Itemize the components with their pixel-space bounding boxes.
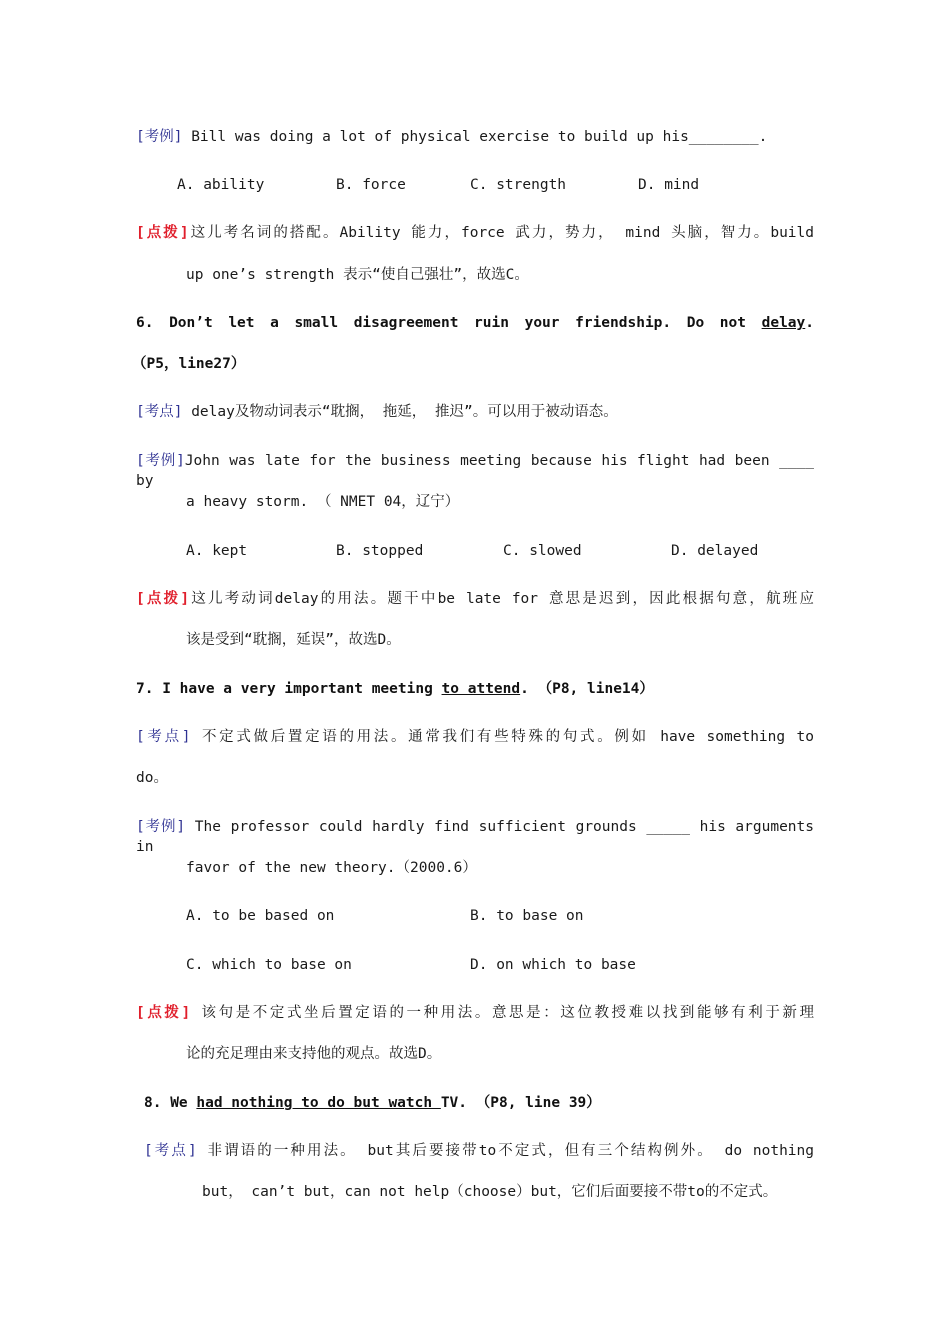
hint-7-line2: 论的充足理由来支持他的观点。故选D。 xyxy=(186,1046,442,1062)
hint-5-line1: [点拨]这儿考名词的搭配。Ability 能力，force 武力，势力， mind 头脑，智力。build xyxy=(136,225,814,241)
example-tag: [考例] xyxy=(136,453,185,469)
item-6-example-line2: a heavy storm. （ NMET 04，辽宁） xyxy=(186,494,460,510)
option-b: B. to base on xyxy=(470,908,584,924)
point-tag: [考点] xyxy=(144,1143,197,1159)
item-8-heading: 8. We had nothing to do but watch TV. （P8, line 39） xyxy=(144,1095,601,1111)
item-7-example-line2: favor of the new theory.（2000.6） xyxy=(186,860,477,876)
hint-6-line2: 该是受到“耽搁，延误”，故选D。 xyxy=(186,632,401,648)
example-tag: [考例] xyxy=(136,819,186,835)
item-7-point-line1: [考点] 不定式做后置定语的用法。通常我们有些特殊的句式。例如 have something to xyxy=(136,729,814,745)
point-tag: [考点] xyxy=(136,404,183,420)
option-a: A. ability xyxy=(177,177,265,193)
underlined-phrase: delay xyxy=(761,315,806,331)
options-row-5 xyxy=(0,175,950,195)
item-6-example-line1: [考例]John was late for the business meeting because his flight had been ____ by xyxy=(136,453,814,489)
hint-5-line2: up one’s strength 表示“使自己强壮”，故选C。 xyxy=(186,267,529,283)
item-8-point-line2: but， can’t but，can not help（choose）but，它们后面要接不带to的不定式。 xyxy=(202,1184,778,1200)
option-b: B. stopped xyxy=(336,543,424,559)
option-b: B. force xyxy=(336,177,406,193)
hint-6-line1: [点拨]这儿考动词delay的用法。题干中be late for 意思是迟到，因此根据句意，航班应 xyxy=(136,591,814,607)
options-row-7a xyxy=(0,906,950,926)
hint-tag: [点拨] xyxy=(136,225,189,241)
item-6-reference: （P5，line27） xyxy=(132,356,246,372)
item-7-point-line2: do。 xyxy=(136,770,168,786)
hint-tag: [点拨] xyxy=(136,591,190,607)
hint-7-line1: [点拨] 该句是不定式坐后置定语的一种用法。意思是：这位教授难以找到能够有利于新理 xyxy=(136,1005,814,1021)
options-row-6 xyxy=(0,541,950,561)
item-6-point: [考点] delay及物动词表示“耽搁， 拖延， 推迟”。可以用于被动语态。 xyxy=(136,404,618,420)
options-row-7b xyxy=(0,955,950,975)
option-d: D. delayed xyxy=(671,543,759,559)
item-6-heading: 6. Don’t let a small disagreement ruin your friendship. Do not delay. xyxy=(136,315,814,331)
option-a: A. kept xyxy=(186,543,248,559)
option-d: D. on which to base xyxy=(470,957,636,973)
item-8-point-line1: [考点] 非谓语的一种用法。 but其后要接带to不定式，但有三个结构例外。 do nothing xyxy=(144,1143,814,1159)
underlined-phrase: had nothing to do but watch xyxy=(196,1095,441,1111)
hint-tag: [点拨] xyxy=(136,1005,191,1021)
option-c: C. slowed xyxy=(503,543,582,559)
underlined-phrase: to attend xyxy=(441,681,521,697)
option-a: A. to be based on xyxy=(186,908,335,924)
option-d: D. mind xyxy=(638,177,700,193)
point-tag: [考点] xyxy=(136,729,191,745)
option-c: C. strength xyxy=(470,177,567,193)
example-tag: [考例] xyxy=(136,129,192,145)
option-c: C. which to base on xyxy=(186,957,352,973)
item-7-heading: 7. I have a very important meeting to attend. （P8, line14） xyxy=(136,681,654,697)
item-7-example-line1: [考例] The professor could hardly find sufficient grounds _____ his arguments in xyxy=(136,819,814,855)
example-question-5: [考例] Bill was doing a lot of physical exercise to build up his________. xyxy=(136,129,768,145)
